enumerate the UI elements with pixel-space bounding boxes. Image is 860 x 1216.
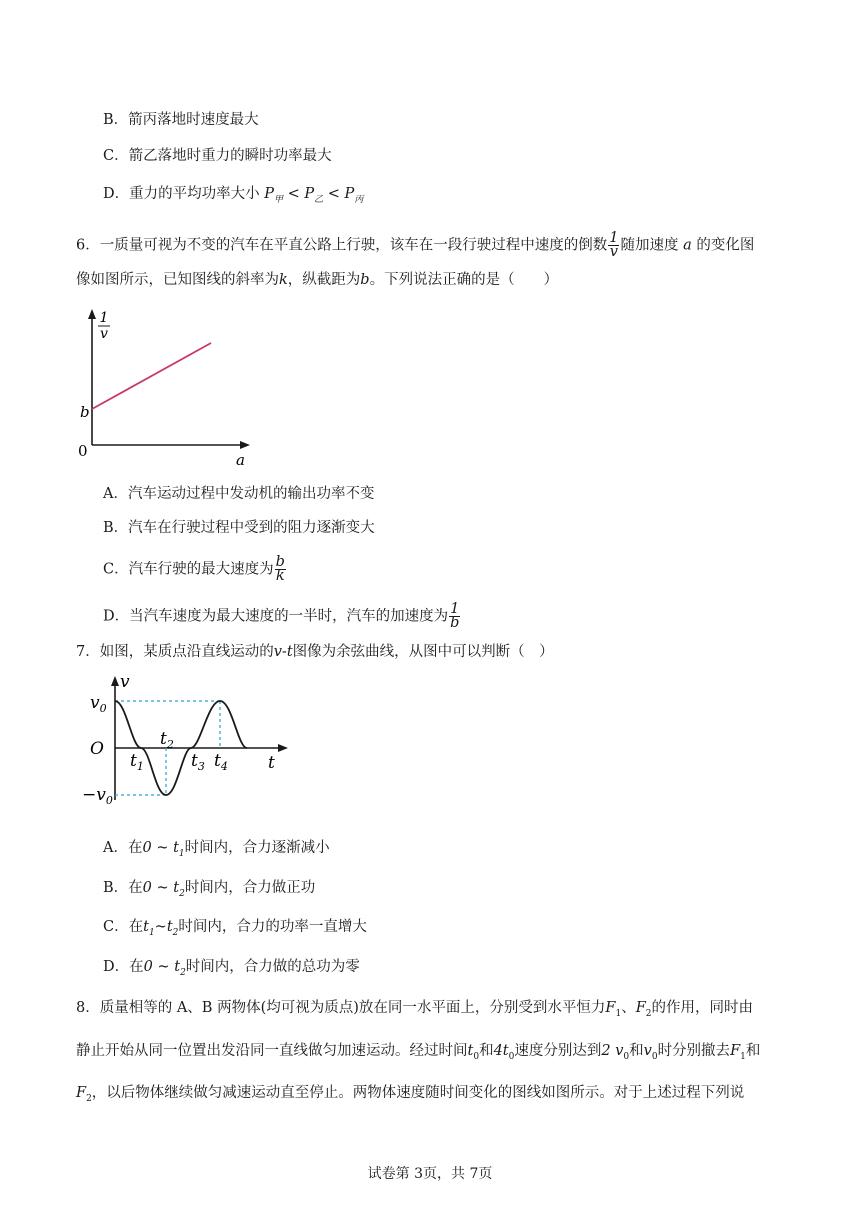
q5-option-b: B．箭丙落地时速度最大 [103,112,259,128]
q8-stem-line2: 静止开始从同一位置出发沿同一直线做匀加速运动。经过时间$t_0$和$4t_0$速度分别达到2 $v_0$和$v_0$时分别撤去$F_1$和 [76,1043,761,1062]
q6-x-arrow [240,441,250,449]
q6-x-label: a [236,451,245,469]
q7-t2-label: $t_2$ [160,729,174,751]
q5-option-c: C．箭乙落地时重力的瞬时功率最大 [103,148,332,164]
q6-stem-line2: 像如图所示，已知图线的斜率为k，纵截距为b。下列说法正确的是（ ） [76,272,559,288]
q7-origin-label: O [90,739,104,759]
page-footer: 试卷第 3页，共 7页 [367,1166,493,1182]
q6-y-label-den: v [100,326,108,342]
q7-stem: 7．如图，某质点沿直线运动的v-t图像为余弦曲线，从图中可以判断（ ） [76,644,554,660]
q7-v-axis-label: v [120,672,130,692]
q5-option-d-math: $P_甲 < P_乙 < P_丙$ [264,186,364,205]
q8-stem-line1: 8．质量相等的 A、B 两物体(均可视为质点)放在同一水平面上，分别受到水平恒力$F_1$、$F_2$的作用，同时由 [76,1000,753,1019]
q7-option-c: C．在$t_1\sim t_2$时间内，合力的功率一直增大 [103,919,367,938]
q7-option-b: B．在0 ~ $t_2$时间内，合力做正功 [103,880,316,899]
q5-option-d [103,184,363,210]
q8-stem-line3: $F_2$，以后物体继续做匀减速运动直至停止。两物体速度随时间变化的图线如图所示。对于上述过程下列说 [76,1085,745,1104]
q6-option-b: B．汽车在行驶过程中受到的阻力逐渐变大 [103,520,375,536]
q6-option-d-fraction: $\frac{1}{b}$ [450,601,460,631]
q7-t-axis-label: t [268,753,275,773]
q6-stem-line1: 6．一质量可视为不变的汽车在平直公路上行驶，该车在一段行驶过程中速度的倒数 $\frac{1}{v}$ 随加速度 a 的变化图 [76,230,755,260]
q6-option-d: D．当汽车速度为最大速度的一半时，汽车的加速度为 $\frac{1}{b}$ [103,601,460,631]
q7-option-d: D．在0 ~ $t_2$时间内，合力做的总功为零 [103,959,360,978]
q7-v0-label: $v_0$ [90,693,107,715]
q6-y-arrow [88,309,96,319]
q7-neg-v0-label: $-v_0$ [82,785,113,807]
q6-graph [70,305,260,470]
q6-stem-fraction: $\frac{1}{v}$ [609,230,619,260]
q6-option-c: C．汽车行驶的最大速度为 $\frac{b}{k}$ [103,554,285,584]
q7-graph [80,672,310,812]
q6-line [92,343,211,409]
q7-option-a: A．在0 ~ $t_1$时间内，合力逐渐减小 [103,840,330,859]
q7-t1-label: $t_1$ [130,751,144,773]
q6-intercept-label: b [80,403,90,421]
q7-t3-label: $t_3$ [191,751,205,773]
q7-t4-label: $t_4$ [214,751,228,773]
q6-origin-label: 0 [78,442,88,460]
q6-y-label-num: 1 [99,310,109,326]
q6-option-a: A．汽车运动过程中发动机的输出功率不变 [103,486,375,502]
q5-option-d-text: D．重力的平均功率大小 [103,186,260,202]
q6-option-c-fraction: $\frac{b}{k}$ [275,554,285,584]
